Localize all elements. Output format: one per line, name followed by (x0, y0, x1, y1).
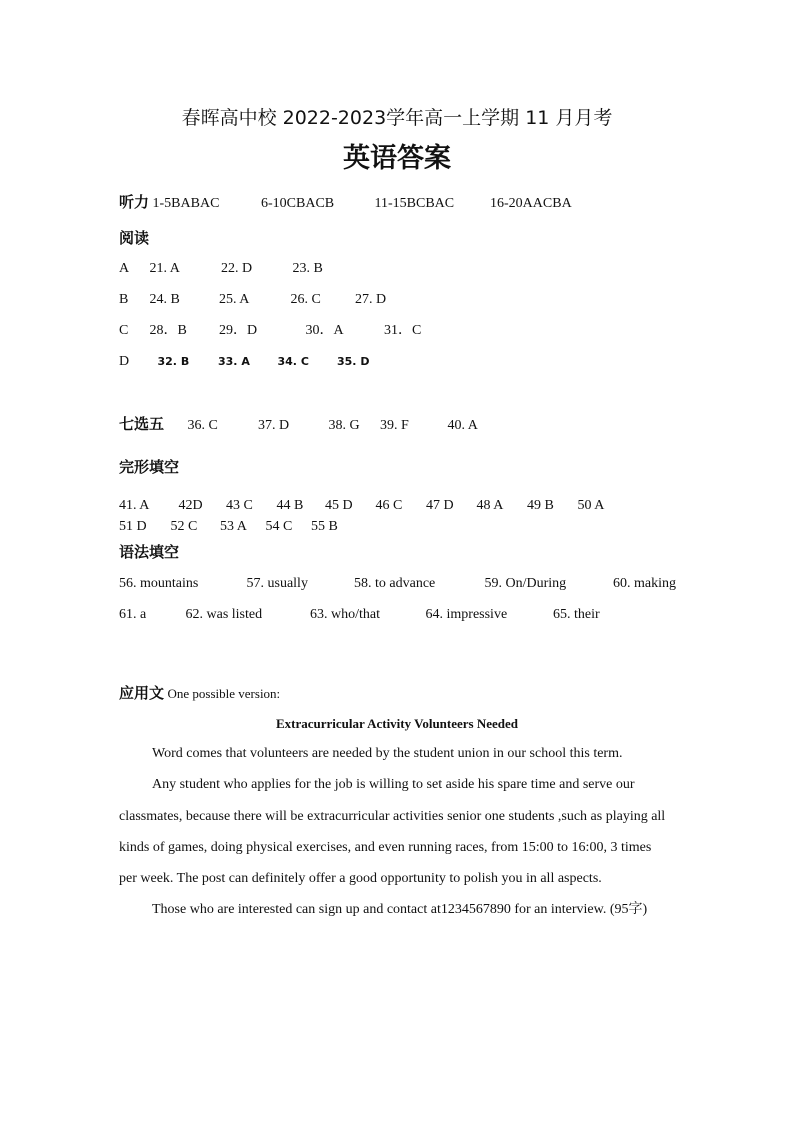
reading-answer: 27. D (355, 292, 387, 307)
cloze-answer: 44 B (276, 498, 304, 513)
reading-answer: 31．C (384, 323, 422, 338)
reading-answer: 24. B (149, 292, 180, 307)
listening-group: 11-15BCBAC (374, 196, 455, 211)
reading-answer: 34. C (277, 355, 309, 368)
writing-label: 应用文 (119, 684, 165, 702)
reading-answer: 28．B (149, 323, 187, 338)
cloze-label: 完形填空 (119, 458, 180, 476)
cloze-answer: 51 D (119, 519, 147, 534)
writing-intro: One possible version: (167, 686, 281, 701)
grammar-answer: 65. their (553, 607, 600, 622)
cloze-row-1 (119, 496, 709, 516)
listening-group: 1-5BABAC (152, 196, 220, 211)
writing-header-row (119, 683, 709, 705)
listening-group: 16-20AACBA (490, 196, 572, 211)
essay-title: Extracurricular Activity Volunteers Needed (275, 716, 519, 731)
reading-section: A (119, 261, 130, 276)
listening-group: 6-10CBACB (261, 196, 335, 211)
listening-row (119, 192, 709, 214)
grammar-answer: 57. usually (246, 576, 308, 591)
cloze-answer: 49 B (527, 498, 554, 513)
cloze-answer: 52 C (170, 519, 198, 534)
reading-section: D (119, 354, 130, 369)
cloze-answer: 50 A (577, 498, 605, 513)
reading-row-c (119, 321, 709, 341)
grammar-answer: 62. was listed (185, 607, 263, 622)
reading-answer: 29．D (219, 323, 258, 338)
reading-section: C (119, 323, 129, 338)
cloze-answer: 41. A (119, 498, 150, 513)
cloze-answer: 42D (178, 498, 203, 513)
reading-label: 阅读 (119, 229, 150, 247)
reading-section: B (119, 292, 129, 307)
grammar-label: 语法填空 (119, 543, 180, 561)
cloze-answer: 48 A (476, 498, 504, 513)
page-subtitle: 英语答案 (343, 143, 451, 174)
cloze-answer: 54 C (265, 519, 293, 534)
seven-choose-five-answer: 39. F (380, 418, 409, 433)
reading-answer: 35. D (337, 355, 370, 368)
reading-answer: 33. A (218, 355, 250, 368)
reading-answer: 26. C (290, 292, 321, 307)
grammar-answer: 63. who/that (310, 607, 380, 622)
seven-choose-five-answer: 40. A (447, 418, 478, 433)
reading-row-b (119, 290, 709, 310)
seven-choose-five-answer: 38. G (328, 418, 360, 433)
grammar-answer: 59. On/During (484, 576, 567, 591)
grammar-row-2 (119, 605, 709, 625)
reading-answer: 32. B (157, 355, 190, 368)
cloze-answer: 43 C (226, 498, 253, 513)
essay-body (119, 738, 671, 926)
cloze-answer: 55 B (311, 519, 338, 534)
reading-answer: 23. B (292, 261, 323, 276)
seven-choose-five-label: 七选五 (119, 415, 165, 433)
cloze-answer: 46 C (375, 498, 403, 513)
seven-choose-five-answer: 36. C (187, 418, 218, 433)
seven-choose-five-answer: 37. D (258, 418, 290, 433)
reading-answer: 30．A (305, 323, 344, 338)
seven-choose-five-row (119, 414, 709, 436)
essay-paragraph: Any student who applies for the job is willing to set aside his spare time and serve our classmates, because there will be extracurricular activities senior one students ,such as playing all kinds of games, doing physical exercises, and even running races, from 15:00 to 16:00, 3 times per week. The post can definitely offer a good opportunity to polish you in all aspects. (119, 777, 666, 887)
reading-answer: 25. A (219, 292, 250, 307)
cloze-answer: 53 A (220, 519, 247, 534)
reading-row-d (119, 352, 709, 372)
essay-paragraph: Those who are interested can sign up and contact at1234567890 for an interview. (95字) (152, 902, 648, 918)
grammar-answer: 60. making (613, 576, 676, 591)
grammar-answer: 61. a (119, 607, 147, 622)
reading-answer: 21. A (149, 261, 180, 276)
page-title: 春晖高中校 2022-2023学年高一上学期 11 月月考 (181, 107, 613, 129)
reading-row-a (119, 259, 709, 279)
listening-label: 听力 (119, 193, 150, 211)
grammar-answer: 64. impressive (425, 607, 508, 622)
cloze-answer: 45 D (325, 498, 353, 513)
essay-paragraph: Word comes that volunteers are needed by the student union in our school this term. (152, 746, 623, 761)
grammar-answer: 56. mountains (119, 576, 199, 591)
reading-answer: 22. D (221, 261, 253, 276)
grammar-answer: 58. to advance (354, 576, 436, 591)
cloze-row-2 (119, 517, 709, 537)
grammar-row-1 (119, 574, 709, 594)
cloze-answer: 47 D (426, 498, 454, 513)
